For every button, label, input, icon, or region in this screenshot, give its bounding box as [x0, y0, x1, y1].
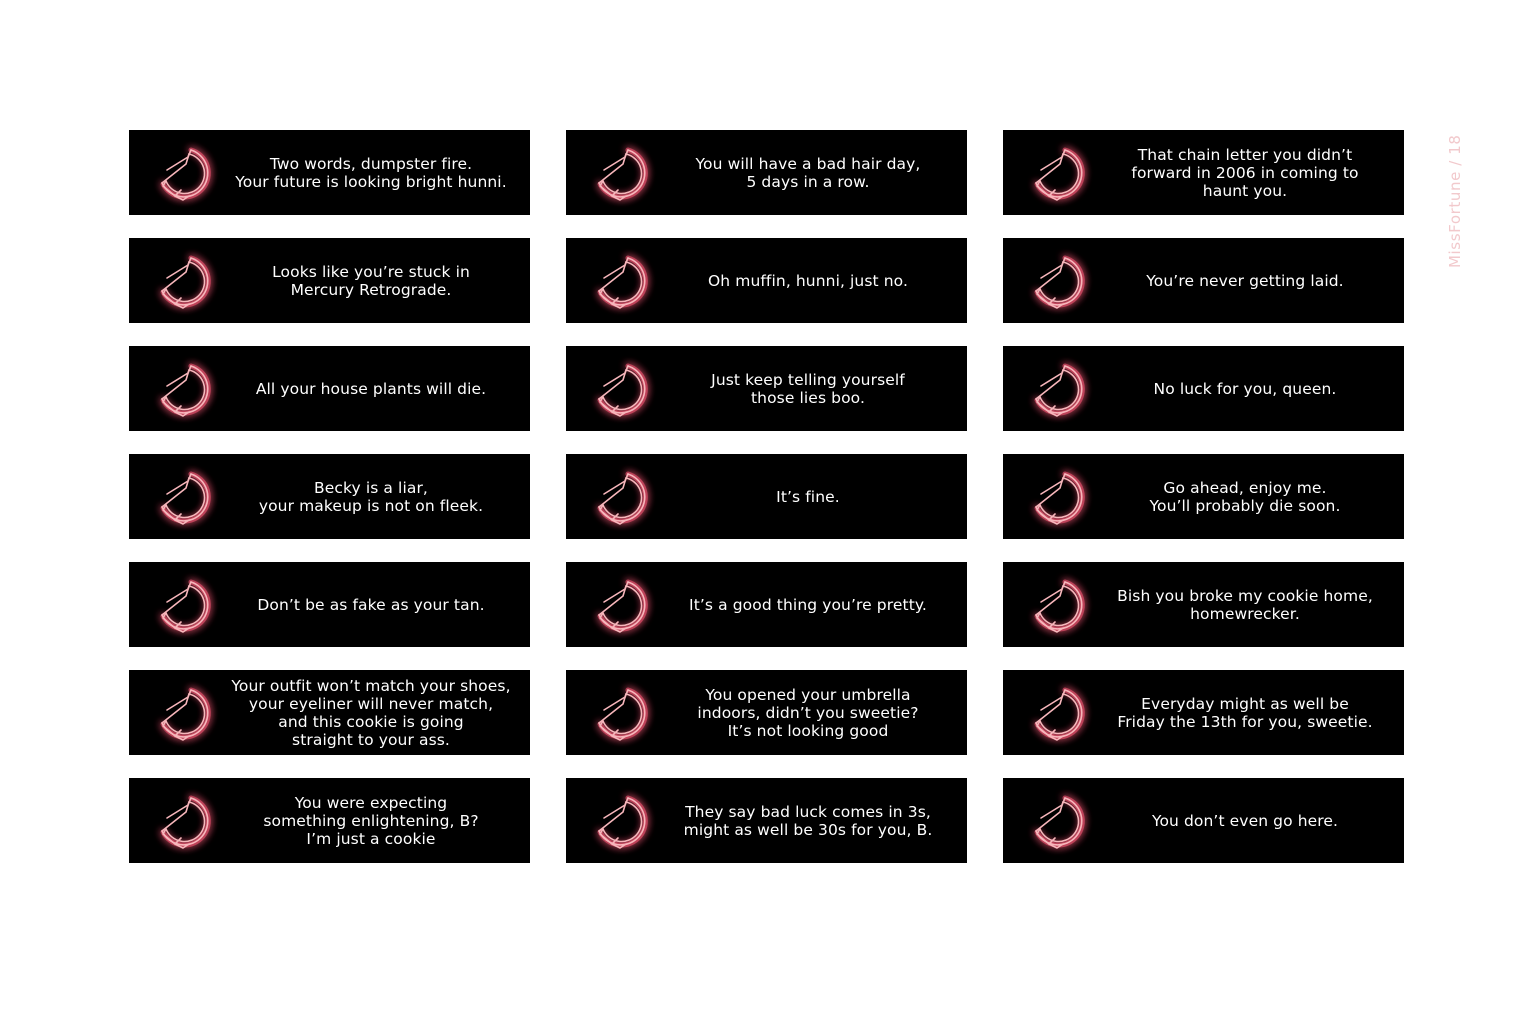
fortune-text: It’s a good thing you’re pretty.	[689, 595, 927, 614]
neon-fortune-cookie-icon	[151, 572, 217, 638]
neon-fortune-cookie-icon	[151, 248, 217, 314]
fortune-card	[566, 778, 967, 863]
fortune-card	[566, 346, 967, 431]
neon-fortune-cookie-icon	[588, 680, 654, 746]
fortune-card	[129, 130, 530, 215]
fortune-text: Your outfit won’t match your shoes, your eyeliner will never match, and this cookie is going straight to your ass.	[231, 676, 511, 749]
fortune-card	[129, 454, 530, 539]
fortune-card	[1003, 238, 1404, 323]
fortune-text: You’re never getting laid.	[1146, 271, 1344, 290]
fortune-card	[1003, 670, 1404, 755]
neon-fortune-cookie-icon	[151, 356, 217, 422]
fortune-text: They say bad luck comes in 3s, might as well be 30s for you, B.	[683, 802, 933, 839]
fortune-card	[129, 670, 530, 755]
neon-fortune-cookie-icon	[1025, 680, 1091, 746]
fortune-card	[566, 130, 967, 215]
fortune-text: You were expecting something enlightening, B? I’m just a cookie	[263, 793, 479, 848]
neon-fortune-cookie-icon	[588, 356, 654, 422]
fortune-card	[566, 238, 967, 323]
neon-fortune-cookie-icon	[151, 464, 217, 530]
neon-fortune-cookie-icon	[588, 572, 654, 638]
fortune-text: Two words, dumpster fire. Your future is looking bright hunni.	[235, 154, 507, 191]
fortune-card	[566, 562, 967, 647]
fortune-card	[1003, 562, 1404, 647]
fortune-text: Becky is a liar, your makeup is not on fleek.	[258, 478, 484, 515]
fortune-text: You opened your umbrella indoors, didn’t you sweetie? It’s not looking good	[697, 685, 919, 740]
fortune-card	[566, 670, 967, 755]
fortune-text: Don’t be as fake as your tan.	[257, 595, 485, 614]
fortune-text: You don’t even go here.	[1151, 811, 1339, 830]
fortune-card	[129, 346, 530, 431]
fortune-card	[1003, 130, 1404, 215]
neon-fortune-cookie-icon	[1025, 140, 1091, 206]
fortune-card	[129, 778, 530, 863]
neon-fortune-cookie-icon	[1025, 572, 1091, 638]
fortune-text: Everyday might as well be Friday the 13th for you, sweetie.	[1117, 694, 1373, 731]
fortune-text: That chain letter you didn’t forward in 2006 in coming to haunt you.	[1131, 145, 1359, 200]
fortune-card	[1003, 778, 1404, 863]
fortune-card	[566, 454, 967, 539]
page-label: MissFortune / 18	[1446, 134, 1464, 268]
neon-fortune-cookie-icon	[588, 140, 654, 206]
fortune-text: Go ahead, enjoy me. You’ll probably die soon.	[1149, 478, 1341, 515]
fortune-text: Bish you broke my cookie home, homewrecker.	[1117, 586, 1373, 623]
fortune-card	[1003, 454, 1404, 539]
neon-fortune-cookie-icon	[1025, 464, 1091, 530]
neon-fortune-cookie-icon	[1025, 788, 1091, 854]
neon-fortune-cookie-icon	[588, 464, 654, 530]
fortune-text: No luck for you, queen.	[1153, 379, 1337, 398]
fortune-text: All your house plants will die.	[255, 379, 487, 398]
neon-fortune-cookie-icon	[151, 680, 217, 746]
fortune-text: Just keep telling yourself those lies boo.	[711, 370, 905, 407]
fortune-card	[1003, 346, 1404, 431]
fortune-text: Oh muffin, hunni, just no.	[708, 271, 908, 290]
neon-fortune-cookie-icon	[1025, 248, 1091, 314]
neon-fortune-cookie-icon	[151, 140, 217, 206]
neon-fortune-cookie-icon	[588, 788, 654, 854]
fortune-card-grid	[129, 130, 1404, 863]
fortune-text: Looks like you’re stuck in Mercury Retrograde.	[272, 262, 470, 299]
neon-fortune-cookie-icon	[151, 788, 217, 854]
fortune-text: You will have a bad hair day, 5 days in a row.	[695, 154, 921, 191]
neon-fortune-cookie-icon	[1025, 356, 1091, 422]
neon-fortune-cookie-icon	[588, 248, 654, 314]
fortune-card	[129, 562, 530, 647]
fortune-card	[129, 238, 530, 323]
fortune-text: It’s fine.	[776, 487, 840, 506]
